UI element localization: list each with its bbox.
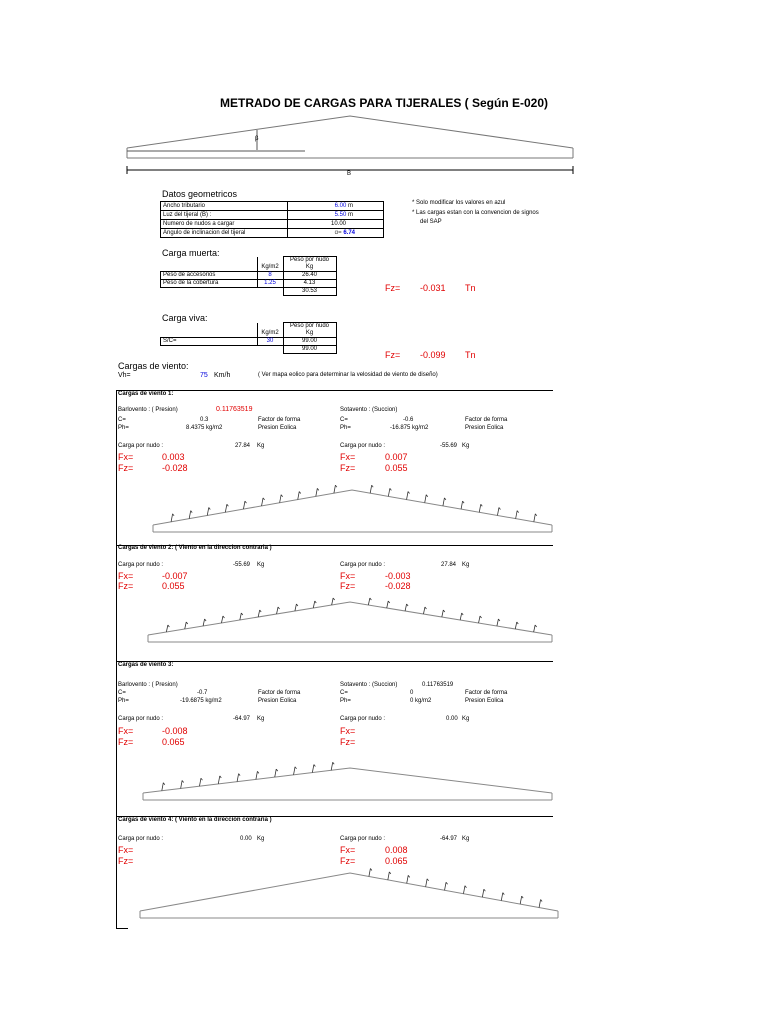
wind-arrow — [199, 778, 201, 786]
case2-fx-left-label: Fx= — [118, 571, 134, 581]
row-node: 26.40 — [283, 272, 336, 280]
wind-arrow-head — [498, 619, 500, 621]
wind-arrow-head — [278, 607, 280, 609]
wind-arrow — [501, 893, 503, 901]
case1-windward-label: Barlovento : ( Presion) — [118, 407, 178, 413]
table-row — [161, 272, 337, 280]
wind-truss-diagram-3 — [0, 755, 768, 825]
case3-presion-right: Presion Eolica — [465, 698, 504, 704]
geo-unit: m — [348, 212, 353, 218]
case3-windward-label: Barlovento : ( Presion) — [118, 682, 178, 688]
wind-arrow-head — [408, 492, 410, 494]
case3-fx-right-label: Fx= — [340, 726, 356, 736]
case1-node-right-label: Carga por nudo : — [340, 443, 386, 449]
case3-kg-left: Kg — [257, 716, 265, 722]
dead-fz-unit: Tn — [465, 283, 476, 293]
wind-arrow — [425, 495, 427, 503]
wind-arrow-head — [241, 613, 243, 615]
wind-arrow — [368, 598, 370, 605]
case1-ph-left: 8.4375 kg/m2 — [186, 425, 223, 431]
case3-presion-left: Presion Eolica — [258, 698, 297, 704]
table-row — [161, 229, 384, 238]
case3-fz-left: 0.065 — [162, 737, 185, 747]
wind-arrow-head — [173, 514, 175, 516]
wind-arrow-head — [484, 889, 486, 891]
wind-arrow — [313, 601, 315, 608]
live-fz-unit: Tn — [465, 350, 476, 360]
case4-fz-right: 0.065 — [385, 856, 408, 866]
geo-prefix: α= — [334, 230, 342, 236]
case1-ph-right: -16.875 kg/m2 — [390, 425, 429, 431]
wind-arrow — [369, 868, 371, 876]
wind-arrow-head — [163, 783, 165, 785]
case1-ph-right-label: Ph= — [340, 425, 351, 431]
wind-arrow-head — [333, 762, 335, 764]
table-row — [161, 257, 337, 272]
wind-arrow — [162, 783, 164, 791]
wind-arrow — [225, 504, 227, 512]
live-fz-label: Fz= — [385, 350, 401, 360]
row-value[interactable]: 8 — [257, 272, 283, 280]
wind-arrow-head — [517, 511, 519, 513]
wind-arrow — [298, 492, 300, 500]
wind-arrow-head — [541, 900, 543, 902]
wind-arrow — [370, 485, 372, 493]
col-node-unit: Kg — [305, 330, 314, 336]
wind-truss-diagram-4 — [0, 866, 768, 926]
wind-arrow — [442, 610, 444, 617]
vh-label: Vh= — [118, 372, 131, 379]
case3-fz-left-label: Fz= — [118, 737, 134, 747]
wind-arrow — [534, 514, 536, 522]
wind-arrow-head — [480, 616, 482, 618]
geo-label: Luz del tijeral (B) : — [161, 211, 288, 220]
case3-c-left: -0.7 — [197, 690, 208, 696]
case3-factor-left: Factor de forma — [258, 690, 301, 696]
wind-arrow — [189, 511, 191, 519]
wind-arrow-head — [295, 767, 297, 769]
wind-arrow — [497, 507, 499, 515]
case4-node-left-label: Carga por nudo : — [118, 836, 164, 842]
vh-value[interactable]: 75 — [200, 372, 208, 379]
case4-node-right: -64.97 — [440, 836, 458, 842]
table-row — [161, 323, 337, 338]
case2-node-right-label: Carga por nudo : — [340, 562, 386, 568]
case2-kg-right: Kg — [462, 562, 470, 568]
wind-arrow — [312, 765, 314, 773]
case3-kg-right: Kg — [462, 716, 470, 722]
note-1: * Solo modificar los valores en azul — [412, 200, 506, 206]
wind-arrow — [388, 872, 390, 880]
live-load-total: 99.00 — [283, 346, 336, 354]
geo-label: Angulo de inclinacion del tijeral — [161, 229, 288, 238]
wind-arrow-head — [168, 625, 170, 627]
case3-factor-right: Factor de forma — [465, 690, 508, 696]
wind-arrow — [497, 619, 499, 626]
case1-kg-right: Kg — [462, 443, 470, 449]
case1-node-left-label: Carga por nudo : — [118, 443, 164, 449]
case1-kg-left: Kg — [257, 443, 265, 449]
case3-c-left-label: C= — [118, 690, 126, 696]
geo-value: 10.00 — [330, 221, 346, 227]
wind-arrow — [218, 776, 220, 784]
row-label: Peso de la cobertura — [161, 280, 258, 288]
wind-arrow-head — [535, 625, 537, 627]
wind-truss-diagram-2 — [0, 595, 768, 655]
case1-c-right: -0.6 — [403, 417, 414, 423]
case3-leeward-label: Sotavento : (Succion) — [340, 682, 398, 688]
case4-fz-left-label: Fz= — [118, 856, 134, 866]
case2-fx-left: -0.007 — [162, 571, 188, 581]
row-node: 99.00 — [283, 338, 336, 346]
wind-arrow — [185, 622, 187, 629]
dead-load-heading: Carga muerta: — [162, 248, 220, 258]
box-bottom-tick — [116, 928, 128, 929]
case1-leeward-label: Sotavento : (Succion) — [340, 407, 398, 413]
wind-arrow-head — [260, 610, 262, 612]
wind-arrow-head — [522, 896, 524, 898]
wind-arrow-head — [499, 507, 501, 509]
wind-arrow-head — [335, 485, 337, 487]
table-row — [161, 220, 384, 229]
wind-arrow — [334, 485, 336, 493]
case1-fz-left-label: Fz= — [118, 463, 134, 473]
wind-arrow — [295, 604, 297, 611]
case2-fz-left-label: Fz= — [118, 581, 134, 591]
case1-presion-left: Presion Eolica — [258, 425, 297, 431]
wind-arrow — [479, 616, 481, 623]
col-node-unit: Kg — [305, 264, 314, 270]
case3-c-right-label: C= — [340, 690, 348, 696]
wind-arrow — [387, 601, 389, 608]
case1-factor-left: Factor de forma — [258, 417, 301, 423]
table-row — [161, 346, 337, 354]
wind-arrow — [423, 607, 425, 614]
wind-arrow — [316, 488, 318, 496]
case1-fz-right: 0.055 — [385, 463, 408, 473]
page-title: METRADO DE CARGAS PARA TIJERALES ( Según E-020) — [219, 96, 549, 110]
case1-factor-right: Factor de forma — [465, 417, 508, 423]
wind-arrow — [460, 613, 462, 620]
case1-node-right: -55.69 — [440, 443, 458, 449]
wind-arrow — [388, 488, 390, 496]
span-label: B — [347, 171, 352, 177]
wind-arrow-head — [333, 598, 335, 600]
wind-arrow — [332, 598, 334, 605]
note-2: * Las cargas estan con la convencion de signos — [412, 210, 539, 216]
wind-arrow-head — [281, 495, 283, 497]
wind-arrow-head — [317, 488, 319, 490]
wind-arrow-head — [481, 504, 483, 506]
wind-arrow — [275, 769, 277, 777]
wind-arrow-head — [205, 619, 207, 621]
wind-arrow-head — [535, 514, 537, 516]
table-row — [161, 338, 337, 346]
wind-arrow-head — [245, 501, 247, 503]
case1-fx-right-label: Fx= — [340, 452, 356, 462]
case1-ph-left-label: Ph= — [118, 425, 129, 431]
table-row — [161, 202, 384, 211]
truss-chord — [153, 490, 552, 525]
wind-arrow — [256, 771, 258, 779]
wind-arrow — [207, 507, 209, 515]
table-row — [161, 280, 337, 288]
vh-note: ( Ver mapa eolico para determinar la velosidad de viento de diseño) — [258, 372, 438, 378]
case4-kg-left: Kg — [257, 836, 265, 842]
case2-kg-left: Kg — [257, 562, 265, 568]
case3-ph-left-label: Ph= — [118, 698, 129, 704]
case2-node-left: -55.69 — [233, 562, 251, 568]
wind-arrow-head — [314, 765, 316, 767]
wind-arrow-head — [220, 776, 222, 778]
wind-arrow — [407, 875, 409, 883]
live-fz-value: -0.099 — [420, 350, 446, 360]
wind-arrow — [277, 607, 279, 614]
case1-title: Cargas de viento 1: — [118, 391, 174, 397]
case1-windward-value: 0.11763519 — [216, 406, 253, 413]
geo-value: 6.74 — [343, 230, 355, 236]
col-node-title: Peso por nudo — [289, 257, 330, 263]
wind-arrow — [534, 625, 536, 632]
wind-arrow — [515, 622, 517, 629]
wind-arrow-head — [223, 616, 225, 618]
case1-fx-right: 0.007 — [385, 452, 408, 462]
geo-value[interactable]: 5.50 — [334, 212, 347, 218]
wind-arrow-head — [182, 780, 184, 782]
case1-node-left: 27.84 — [235, 443, 251, 449]
wind-arrow-head — [463, 501, 465, 503]
case3-c-right: 0 — [410, 690, 414, 696]
dead-load-total: 30.53 — [283, 288, 336, 296]
wind-arrow-head — [315, 601, 317, 603]
row-label: S/C= — [161, 338, 258, 346]
wind-arrow-head — [407, 604, 409, 606]
case3-ph-right: 0 kg/m2 — [410, 698, 432, 704]
case3-fz-right-label: Fz= — [340, 737, 356, 747]
wind-truss-diagram-1 — [0, 475, 768, 545]
truss-chord — [143, 768, 552, 793]
wind-arrow — [516, 511, 518, 519]
wind-arrow-head — [201, 778, 203, 780]
wind-arrow-head — [388, 601, 390, 603]
case1-fz-right-label: Fz= — [340, 463, 356, 473]
case3-ph-right-label: Ph= — [340, 698, 351, 704]
vh-unit: Km/h — [214, 372, 231, 379]
geo-label: Numero de nudos a cargar — [161, 220, 288, 229]
col-node — [283, 323, 336, 338]
case2-fz-left: 0.055 — [162, 581, 185, 591]
wind-arrow — [240, 613, 242, 620]
case3-node-left: -64.97 — [233, 716, 251, 722]
wind-arrow — [482, 889, 484, 897]
case4-fx-left-label: Fx= — [118, 845, 134, 855]
wind-arrow-head — [408, 875, 410, 877]
live-load-heading: Carga viva: — [162, 313, 208, 323]
wind-arrow — [461, 501, 463, 509]
case3-node-left-label: Carga por nudo : — [118, 716, 164, 722]
case1-fx-left-label: Fx= — [118, 452, 134, 462]
case2-fz-right-label: Fz= — [340, 581, 356, 591]
wind-arrow-head — [276, 769, 278, 771]
geo-unit: m — [348, 203, 353, 209]
wind-arrow — [243, 501, 245, 509]
wind-arrow-head — [503, 893, 505, 895]
case4-title: Cargas de viento 4: ( Viento en la direccion contraria ) — [118, 817, 272, 823]
wind-arrow-head — [263, 498, 265, 500]
case3-fx-left: -0.008 — [162, 726, 188, 736]
dead-load-table — [160, 256, 337, 296]
wind-arrow-head — [465, 886, 467, 888]
wind-heading: Cargas de viento: — [118, 361, 189, 371]
wind-arrow — [181, 780, 183, 788]
geo-value-cell — [288, 220, 384, 229]
case3-leeward-value: 0.11763519 — [422, 682, 454, 688]
wind-arrow — [539, 900, 541, 908]
wind-arrow-head — [239, 774, 241, 776]
table-row — [161, 211, 384, 220]
live-load-table — [160, 322, 337, 354]
case2-fz-right: -0.028 — [385, 581, 411, 591]
case1-presion-right: Presion Eolica — [465, 425, 504, 431]
wind-arrow — [280, 495, 282, 503]
wind-arrow — [171, 514, 173, 522]
case4-fx-right: 0.008 — [385, 845, 408, 855]
truss-chord — [140, 873, 558, 911]
case4-fx-right-label: Fx= — [340, 845, 356, 855]
case1-c-left-label: C= — [118, 417, 126, 423]
case3-fx-left-label: Fx= — [118, 726, 134, 736]
case1-c-right-label: C= — [340, 417, 348, 423]
wind-arrow — [166, 625, 168, 632]
wind-arrow-head — [191, 511, 193, 513]
case4-node-left: 0.00 — [240, 836, 252, 842]
case4-fz-right-label: Fz= — [340, 856, 356, 866]
case4-kg-right: Kg — [462, 836, 470, 842]
geo-value[interactable]: 6.00 — [334, 203, 347, 209]
case3-ph-left: -19.6875 kg/m2 — [180, 698, 222, 704]
case2-fx-right-label: Fx= — [340, 571, 356, 581]
wind-arrow-head — [209, 507, 211, 509]
wind-arrow — [445, 882, 447, 890]
wind-arrow — [426, 879, 428, 887]
wind-arrow — [443, 498, 445, 506]
wind-arrow — [463, 886, 465, 894]
geo-value-cell — [288, 229, 384, 238]
case4-node-right-label: Carga por nudo : — [340, 836, 386, 842]
case3-title: Cargas de viento 3: — [118, 662, 174, 668]
col-node — [283, 257, 336, 272]
wind-arrow-head — [299, 492, 301, 494]
case1-fx-left: 0.003 — [162, 452, 185, 462]
wind-arrow-head — [444, 498, 446, 500]
case3-node-right: 0.00 — [446, 716, 458, 722]
wind-arrow-head — [296, 604, 298, 606]
wind-arrow-head — [372, 485, 374, 487]
case2-title: Cargas de viento 2: ( Viento en la direccion contraria ) — [118, 545, 272, 551]
wind-arrow — [258, 610, 260, 617]
case3-node-right-label: Carga por nudo : — [340, 716, 386, 722]
wind-arrow — [294, 767, 296, 775]
case1-fz-left: -0.028 — [162, 463, 188, 473]
wind-arrow — [407, 492, 409, 500]
wind-arrow — [405, 604, 407, 611]
wind-arrow-head — [186, 622, 188, 624]
wind-arrow-head — [227, 504, 229, 506]
wind-arrow — [520, 896, 522, 904]
col-node-title: Peso por nudo — [289, 323, 330, 329]
row-label: Peso de accesorios — [161, 272, 258, 280]
col-unit: Kg/m2 — [257, 323, 283, 338]
dead-fz-value: -0.031 — [420, 283, 446, 293]
wind-arrow — [237, 774, 239, 782]
note-3: del SAP — [420, 219, 442, 225]
wind-arrow-head — [389, 872, 391, 874]
wind-arrow-head — [517, 622, 519, 624]
truss-diagram-top — [0, 108, 768, 178]
case2-node-right: 27.84 — [441, 562, 457, 568]
dead-fz-label: Fz= — [385, 283, 401, 293]
geometric-table — [160, 201, 384, 238]
geo-value-cell[interactable] — [288, 202, 384, 211]
row-value[interactable]: 30 — [257, 338, 283, 346]
row-value[interactable]: 1.25 — [257, 280, 283, 288]
geometric-heading: Datos geometricos — [162, 189, 238, 199]
table-row — [161, 288, 337, 296]
case2-node-left-label: Carga por nudo : — [118, 562, 164, 568]
wind-arrow — [479, 504, 481, 512]
wind-arrow — [203, 619, 205, 626]
wind-arrow — [221, 616, 223, 623]
case1-c-left: 0.3 — [200, 417, 209, 423]
wind-arrow-head — [390, 488, 392, 490]
case2-fx-right: -0.003 — [385, 571, 411, 581]
truss-chord — [148, 602, 552, 635]
row-node: 4.13 — [283, 280, 336, 288]
wind-arrow-head — [462, 613, 464, 615]
geo-value-cell[interactable] — [288, 211, 384, 220]
wind-arrow-head — [370, 868, 372, 870]
geo-label: Ancho tributario — [161, 202, 288, 211]
wind-arrow-head — [370, 598, 372, 600]
wind-arrow-head — [257, 771, 259, 773]
wind-arrow-head — [426, 495, 428, 497]
wind-arrow-head — [443, 610, 445, 612]
wind-arrow — [262, 498, 264, 506]
angle-label: β — [255, 136, 259, 142]
wind-arrow — [331, 762, 333, 770]
col-unit: Kg/m2 — [257, 257, 283, 272]
wind-arrow-head — [446, 882, 448, 884]
wind-arrow-head — [427, 879, 429, 881]
wind-arrow-head — [425, 607, 427, 609]
